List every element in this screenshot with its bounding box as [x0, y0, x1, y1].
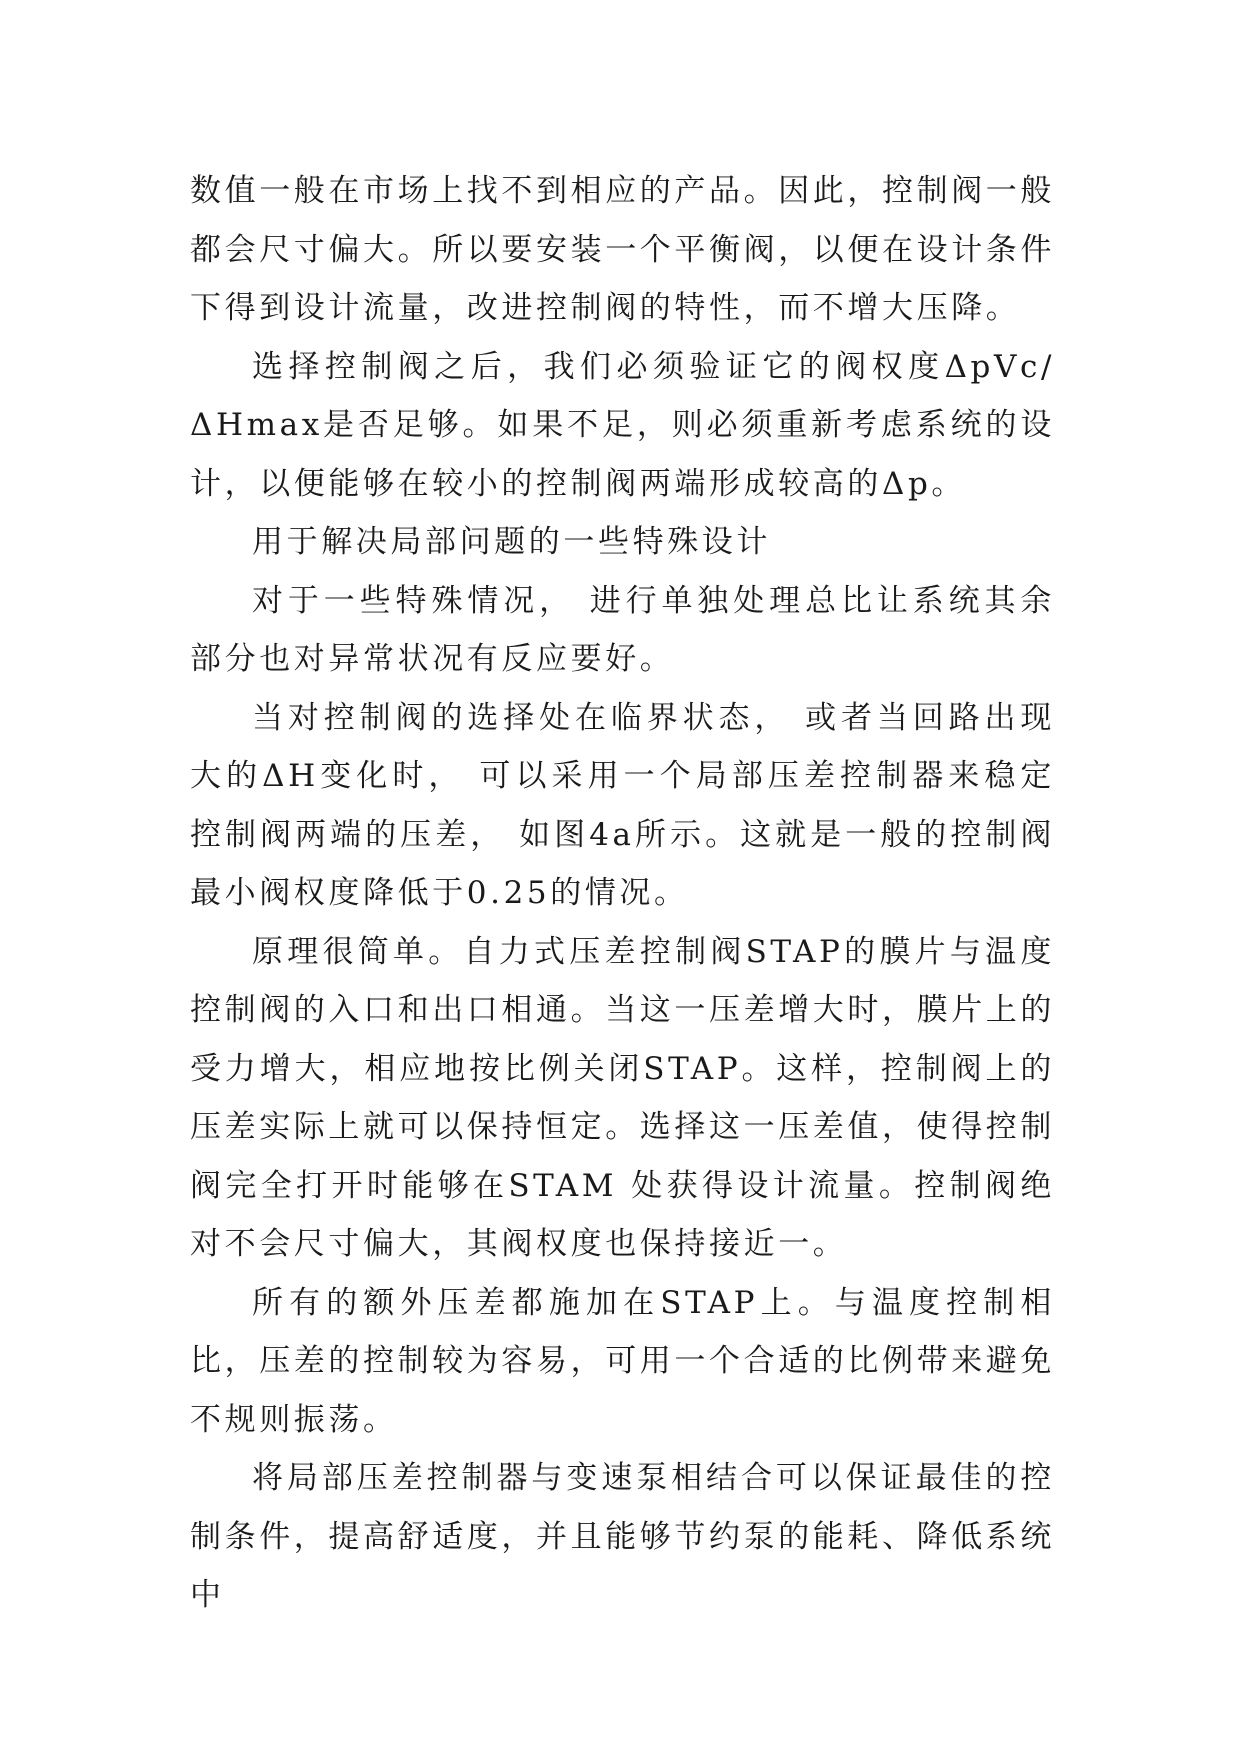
- paragraph-local-controller: 当对控制阀的选择处在临界状态， 或者当回路出现大的ΔH变化时， 可以采用一个局部压差控制器来稳定控制阀两端的压差， 如图4a所示。这就是一般的控制阀最小阀权度降低于0.25的情况。: [190, 699, 1055, 911]
- paragraph-special-cases: 对于一些特殊情况， 进行单独处理总比让系统其余部分也对异常状况有反应要好。: [190, 582, 1055, 677]
- paragraph-variable-pump: 将局部压差控制器与变速泵相结合可以保证最佳的控制条件，提高舒适度，并且能够节约泵的能耗、降低系统中: [190, 1460, 1055, 1613]
- paragraph-valve-authority: 选择控制阀之后，我们必须验证它的阀权度ΔpVc/ΔHmax是否足够。如果不足，则必须重新考虑系统的设计，以便能够在较小的控制阀两端形成较高的Δp。: [190, 348, 1055, 502]
- document-body: [190, 162, 1055, 1625]
- paragraph-principle: 原理很简单。自力式压差控制阀STAP的膜片与温度控制阀的入口和出口相通。当这一压差增大时，膜片上的受力增大，相应地按比例关闭STAP。这样，控制阀上的压差实际上就可以保持恒定。选择这一压差值，使得控制阀完全打开时能够在STAM 处获得设计流量。控制阀绝对不会尺寸偏大，其阀权度也保持接近一。: [190, 933, 1055, 1262]
- paragraph-continued: 数值一般在市场上找不到相应的产品。因此，控制阀一般都会尺寸偏大。所以要安装一个平衡阀，以便在设计条件下得到设计流量，改进控制阀的特性，而不增大压降。: [190, 173, 1055, 326]
- section-heading: 用于解决局部问题的一些特殊设计: [252, 524, 771, 560]
- paragraph-extra-pressure: 所有的额外压差都施加在STAP上。与温度控制相比，压差的控制较为容易，可用一个合适的比例带来避免不规则振荡。: [190, 1284, 1055, 1438]
